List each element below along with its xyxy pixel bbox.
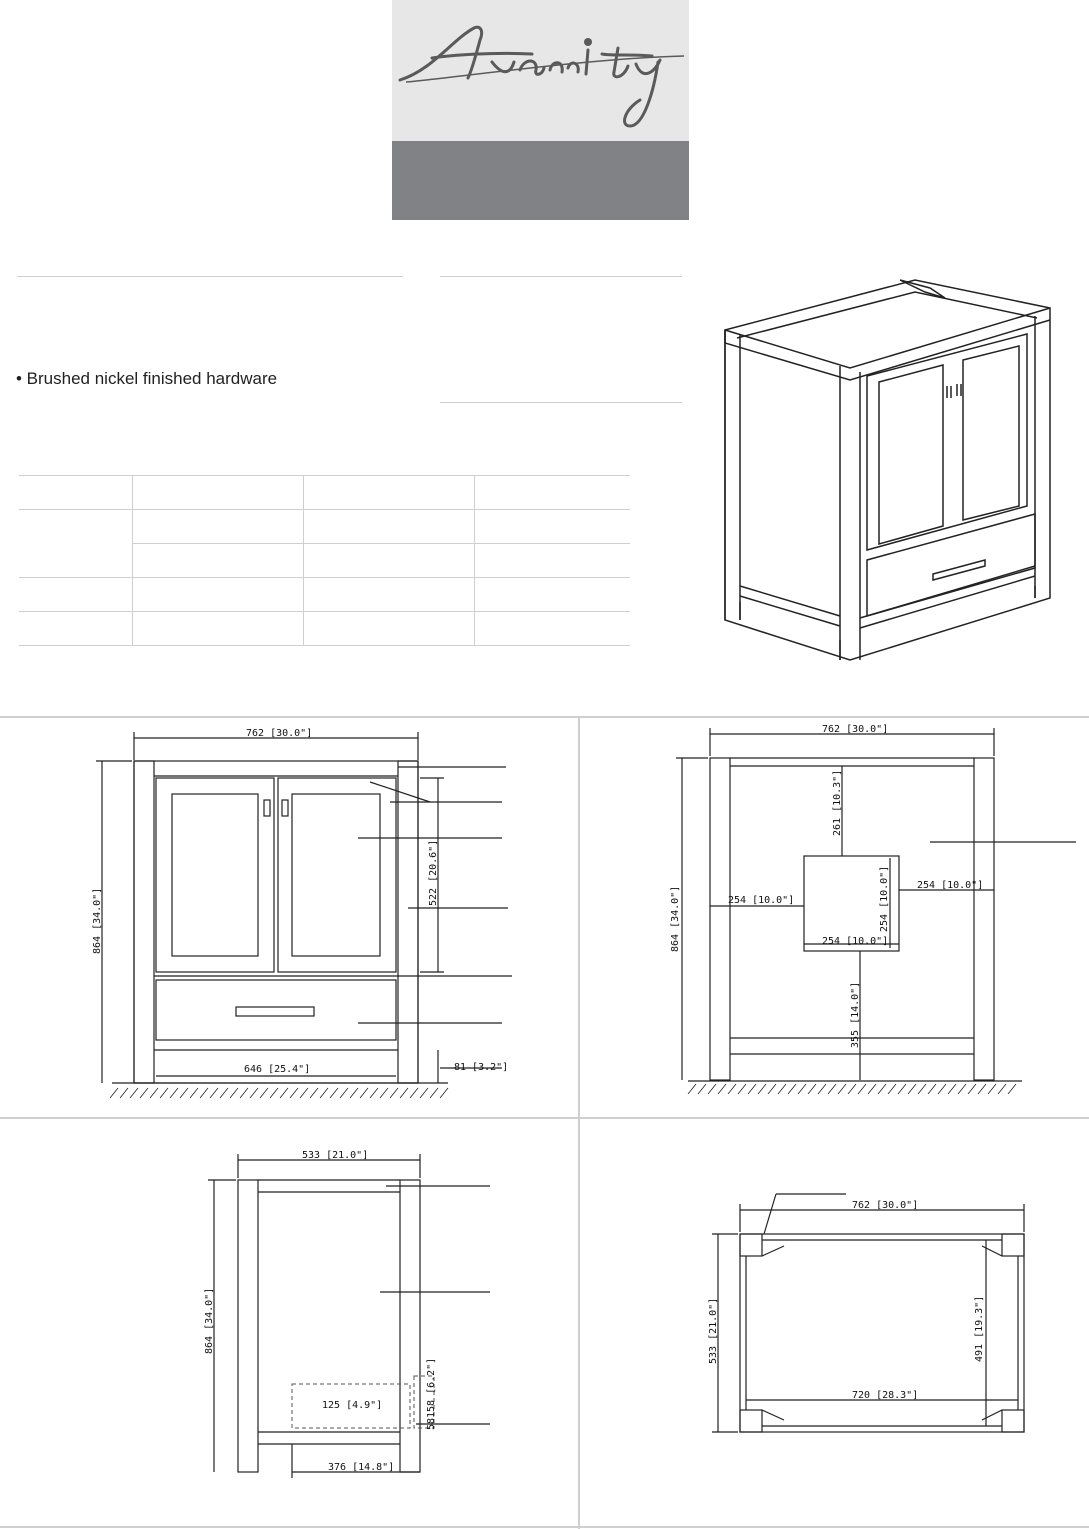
- dim-bottom-gap: 355 [14.0"]: [850, 981, 861, 1048]
- dim-door-height: 522 [20.6"]: [428, 839, 439, 906]
- dim-height: 864 [34.0"]: [670, 885, 681, 952]
- dim-leg-height: 81 [3.2"]: [454, 1062, 509, 1073]
- section-rule: [440, 276, 682, 277]
- dim-width: 762 [30.0"]: [852, 1200, 919, 1211]
- panel-divider: [0, 1526, 1089, 1528]
- spec-table: [19, 475, 630, 646]
- logo-band: [392, 141, 689, 220]
- top-view-drawing: [704, 1188, 1034, 1440]
- vanity-isometric: [715, 268, 1060, 668]
- dim-drawer-h1: 158 [6.2"]: [426, 1357, 437, 1418]
- dim-cutout-width: 254 [10.0"]: [822, 936, 889, 947]
- dim-drawer-h2: 58: [426, 1417, 437, 1430]
- dim-height: 864 [34.0"]: [204, 1287, 215, 1354]
- dim-height: 864 [34.0"]: [92, 887, 103, 954]
- back-view-drawing: [662, 720, 1088, 1110]
- side-view-drawing: [196, 1148, 506, 1482]
- dim-inner-depth: 491 [19.3"]: [974, 1295, 985, 1362]
- dim-inner-width: 646 [25.4"]: [244, 1064, 311, 1075]
- dim-depth: 533 [21.0"]: [708, 1297, 719, 1364]
- dim-drawer-depth: 125 [4.9"]: [322, 1400, 383, 1411]
- dim-width: 762 [30.0"]: [246, 728, 313, 739]
- feature-item: • Brushed nickel finished hardware: [16, 369, 278, 388]
- dim-base: 376 [14.8"]: [328, 1462, 395, 1473]
- panel-divider: [0, 1117, 1089, 1119]
- dim-cutout-height: 254 [10.0"]: [879, 865, 890, 932]
- panel-divider: [578, 716, 580, 1529]
- section-rule: [17, 276, 403, 277]
- brand-logo: [392, 0, 689, 141]
- dim-depth: 533 [21.0"]: [302, 1150, 369, 1161]
- dim-top-gap: 261 [10.3"]: [832, 769, 843, 836]
- panel-divider: [0, 716, 1089, 718]
- front-view-drawing: [80, 720, 540, 1110]
- dim-right-gap: 254 [10.0"]: [917, 880, 984, 891]
- dim-inner-width: 720 [28.3"]: [852, 1390, 919, 1401]
- dim-width: 762 [30.0"]: [822, 724, 889, 735]
- dim-left-gap: 254 [10.0"]: [728, 895, 795, 906]
- section-rule: [440, 402, 682, 403]
